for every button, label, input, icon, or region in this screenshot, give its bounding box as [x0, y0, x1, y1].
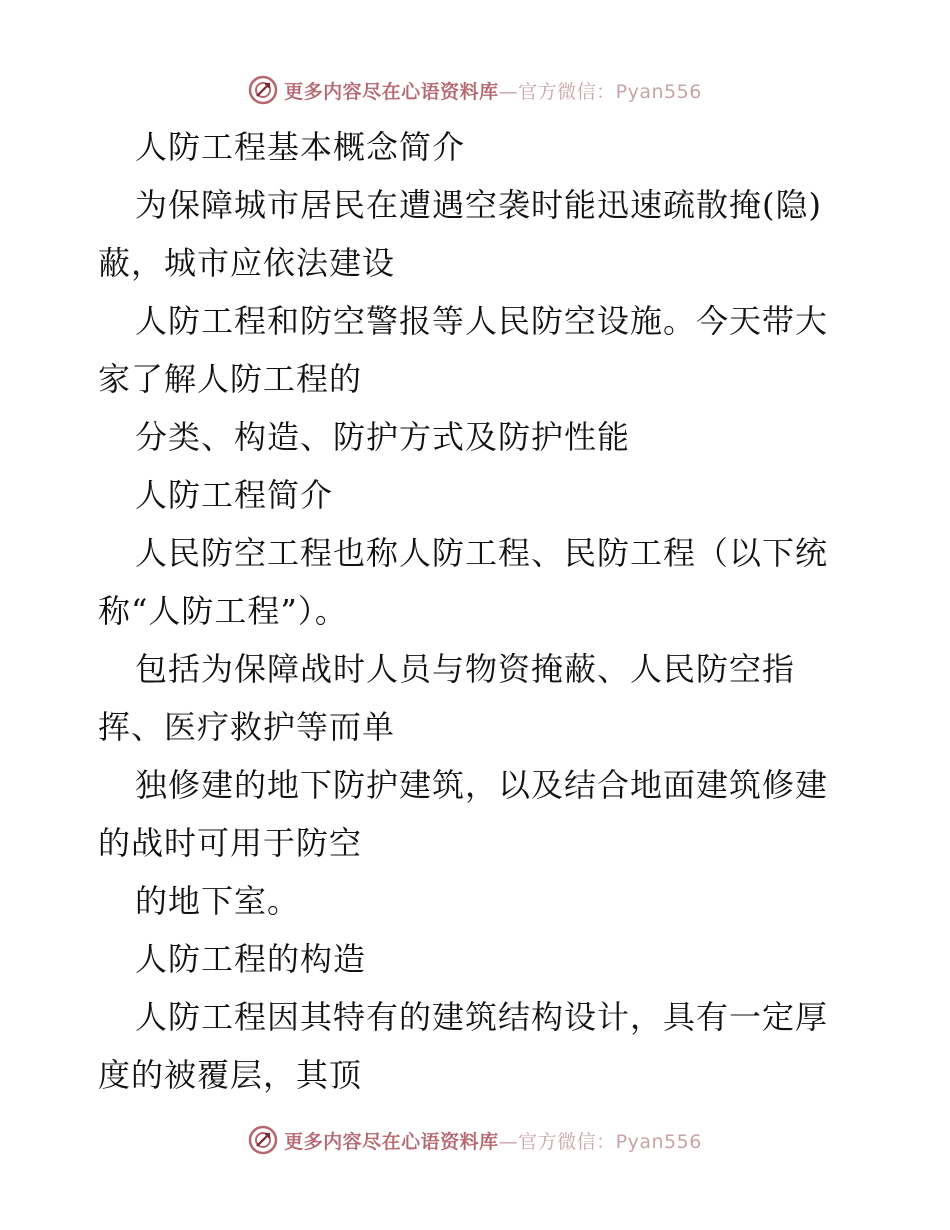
heading-structure: 人防工程的构造: [135, 940, 367, 978]
paragraph: 分类、构造、防护方式及防护性能: [135, 418, 631, 456]
library-logo-icon: [248, 1125, 278, 1155]
heading-intro: 人防工程基本概念简介: [135, 128, 466, 166]
watermark-prefix: 更多内容尽在心语资料库: [284, 1130, 499, 1153]
paragraph: 包括为保障战时人员与物资掩蔽、人民防空指挥、医疗救护等而单: [98, 650, 796, 746]
watermark-text: [284, 1127, 702, 1154]
library-logo-icon: [248, 75, 278, 105]
paragraph: 人民防空工程也称人防工程、民防工程（以下统称“人防工程”）。: [98, 534, 829, 630]
paragraph: 为保障城市居民在遭遇空袭时能迅速疏散掩(隐)蔽，城市应依法建设: [98, 186, 822, 282]
watermark-suffix: —官方微信：Pyan556: [498, 1130, 702, 1153]
paragraph: 的地下室。: [135, 882, 301, 920]
paragraph: 独修建的地下防护建筑，以及结合地面建筑修建的战时可用于防空: [98, 766, 829, 862]
document-body: [98, 118, 858, 1104]
heading-summary: 人防工程简介: [135, 476, 334, 514]
paragraph: 人防工程和防空警报等人民防空设施。今天带大家了解人防工程的: [98, 302, 829, 398]
header-watermark: [0, 70, 950, 110]
watermark-prefix: 更多内容尽在心语资料库: [284, 80, 499, 103]
footer-watermark: [0, 1120, 950, 1160]
watermark-text: [284, 77, 702, 104]
paragraph: 人防工程因其特有的建筑结构设计，具有一定厚度的被覆层，其顶: [98, 998, 829, 1094]
watermark-suffix: —官方微信：Pyan556: [498, 80, 702, 103]
